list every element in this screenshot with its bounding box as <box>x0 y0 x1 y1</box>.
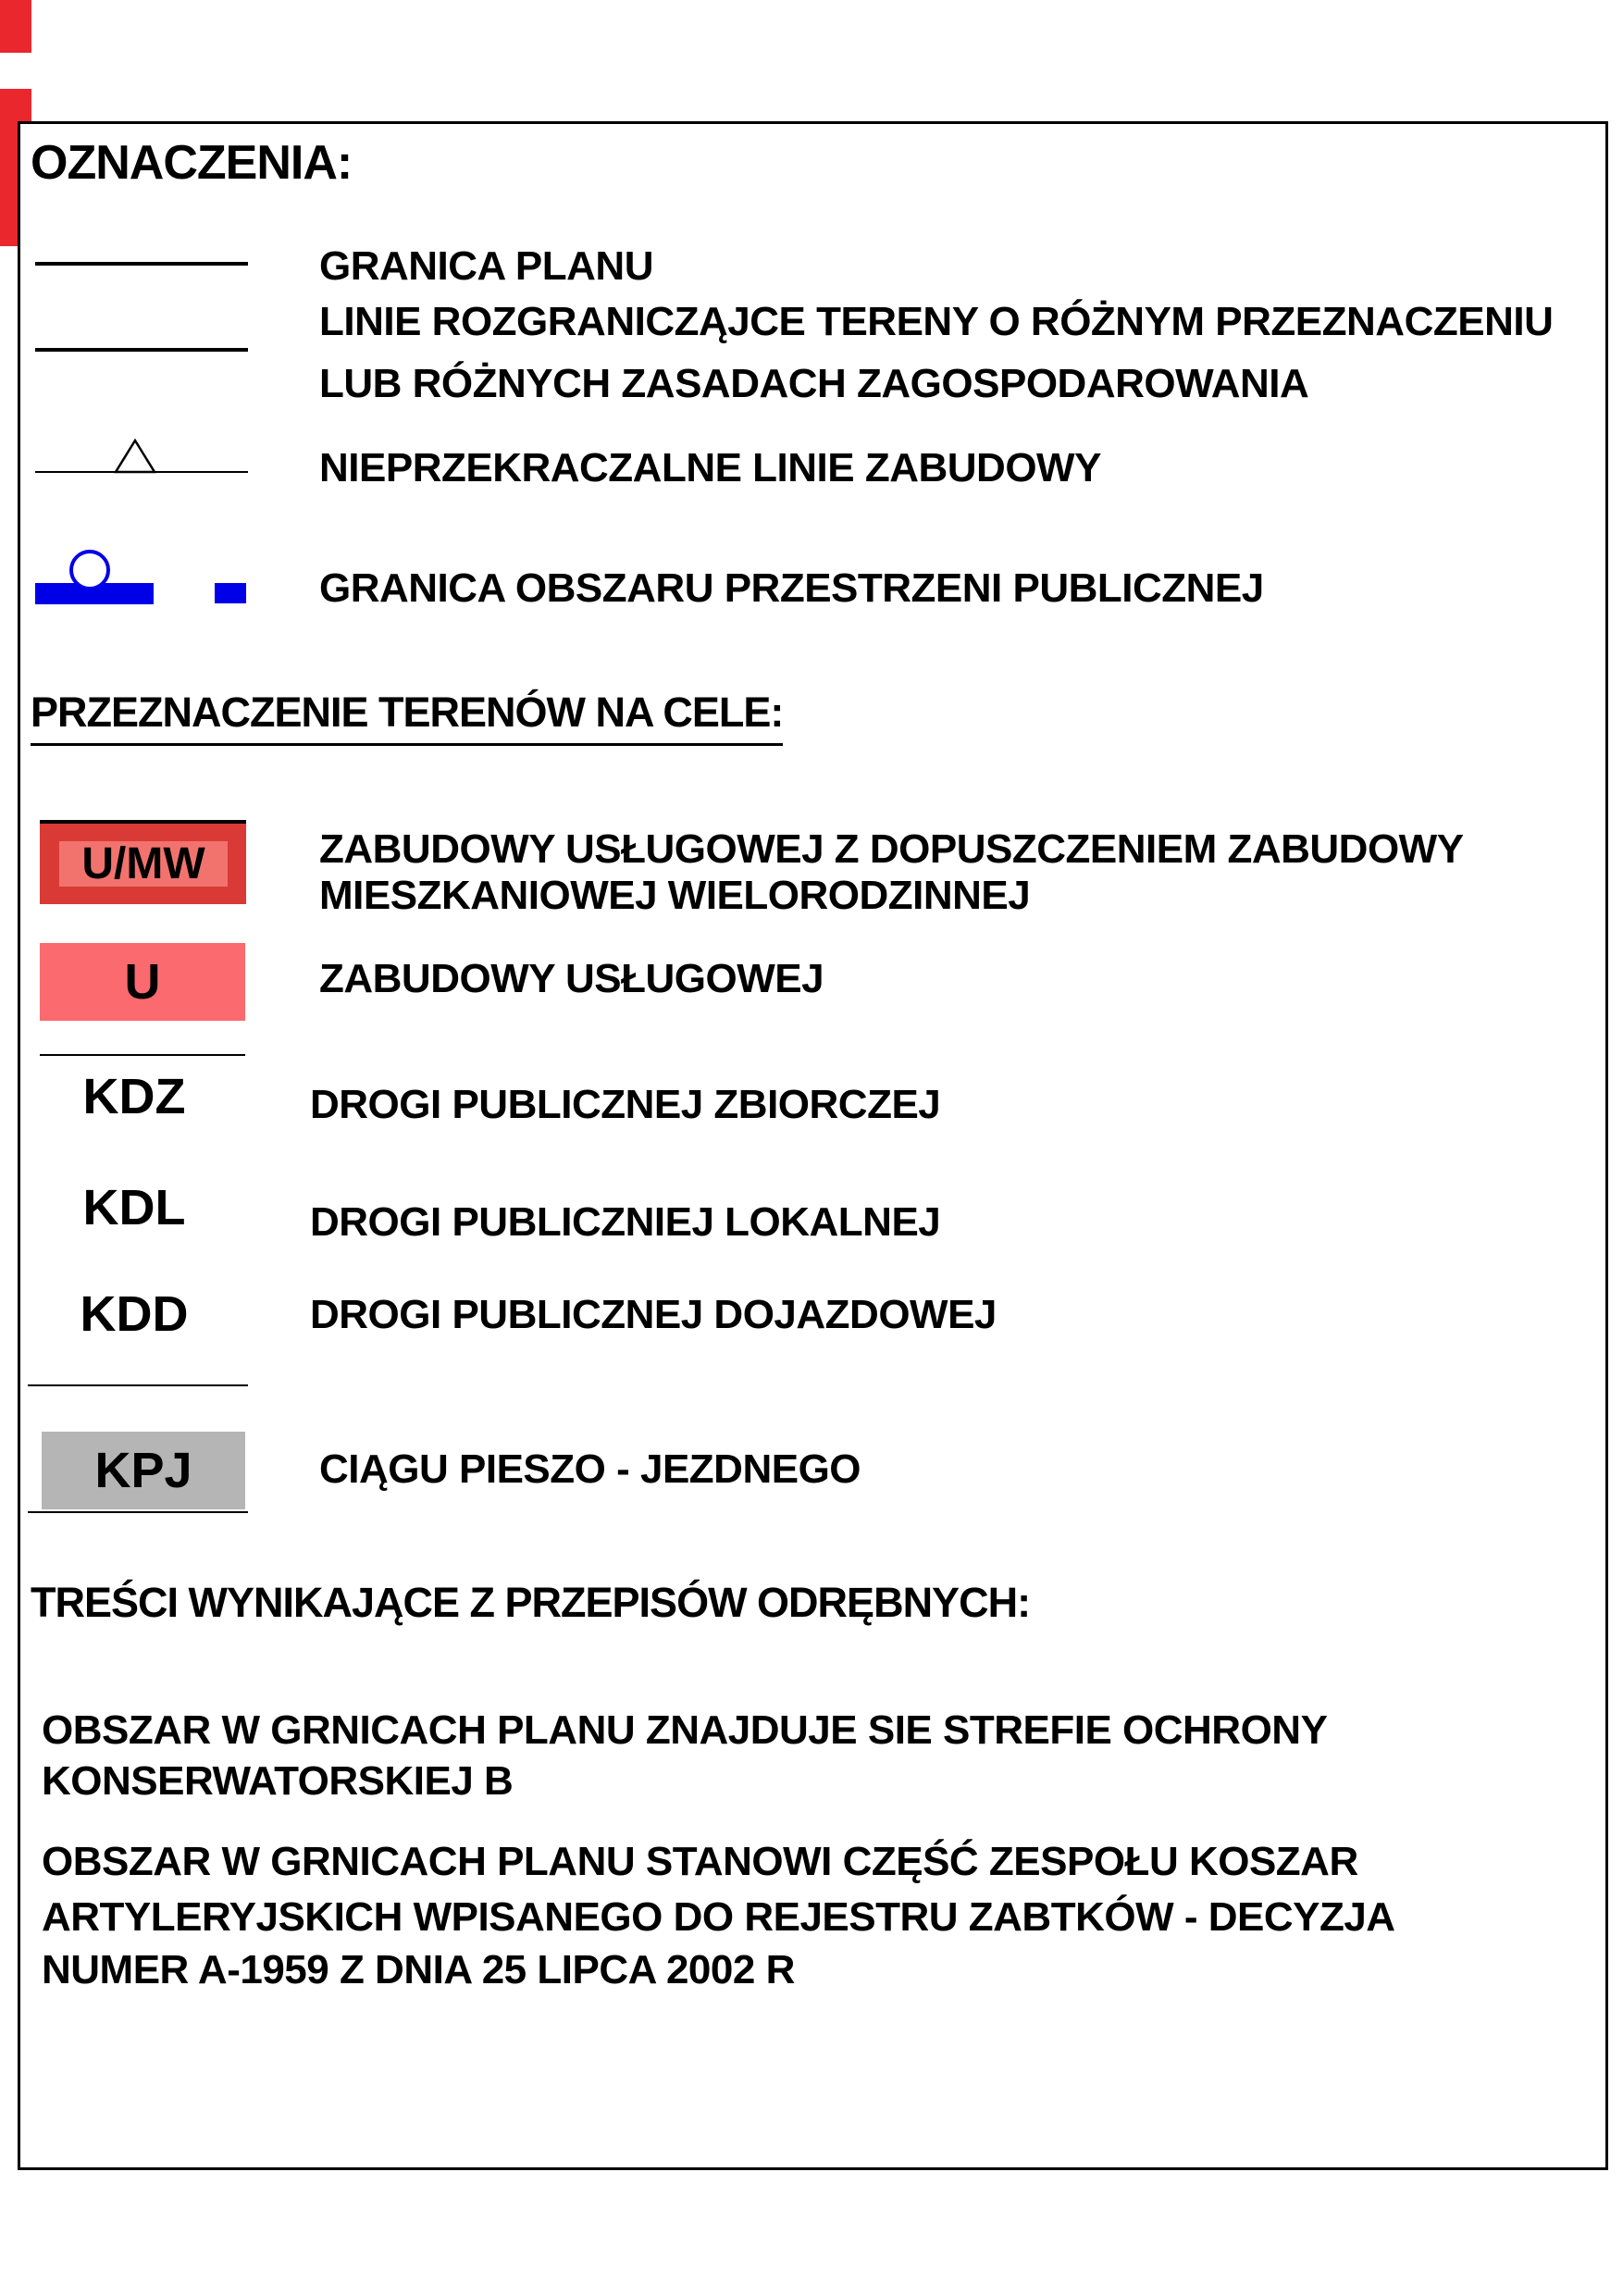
building-limit-label: NIEPRZEKRACZALNE LINIE ZABUDOWY <box>319 445 1101 490</box>
building-limit-triangle-icon <box>114 439 156 474</box>
regulation-paragraph1-line1: OBSZAR W GRNICACH PLANU ZNAJDUJE SIE STREFIE OCHRONY <box>42 1707 1328 1753</box>
plan-boundary-line-symbol <box>35 262 248 266</box>
public-space-label: GRANICA OBSZARU PRZESTRZENI PUBLICZNEJ <box>319 565 1264 611</box>
plan-boundary-label: GRANICA PLANU <box>319 243 653 289</box>
section-markings-title: OZNACZENIA: <box>31 136 353 190</box>
kdz-code: KDZ <box>82 1069 186 1124</box>
regulation-paragraph2-line1: OBSZAR W GRNICACH PLANU STANOWI CZĘŚĆ ZESPOŁU KOSZAR <box>42 1839 1358 1884</box>
kdl-code: KDL <box>82 1180 186 1235</box>
umw-swatch-code: U/MW <box>59 841 228 887</box>
u-label: ZABUDOWY USŁUGOWEJ <box>319 956 824 1001</box>
kdz-label: DROGI PUBLICZNEJ ZBIORCZEJ <box>310 1082 941 1127</box>
dividing-line-label-line1: LINIE ROZGRANICZĄJCE TERENY O RÓŻNYM PRZEZNACZENIU <box>319 299 1554 344</box>
kdz-top-line <box>40 1054 245 1056</box>
section-regulations-title: TREŚCI WYNIKAJĄCE Z PRZEPISÓW ODRĘBNYCH: <box>31 1579 1031 1626</box>
u-swatch: U <box>40 943 245 1021</box>
dividing-line-symbol <box>35 348 248 352</box>
kpj-swatch: KPJ <box>42 1432 245 1509</box>
kdl-label: DROGI PUBLICZNIEJ LOKALNEJ <box>310 1199 941 1245</box>
regulation-paragraph2-line2: ARTYLERYJSKICH WPISANEGO DO REJESTRU ZABTKÓW - DECYZJA <box>42 1894 1395 1940</box>
map-edge-red-mark-top <box>0 0 31 53</box>
umw-label-line1: ZABUDOWY USŁUGOWEJ Z DOPUSZCZENIEM ZABUDOWY <box>319 826 1464 872</box>
public-space-square-symbol <box>215 583 246 603</box>
regulation-paragraph2-line3: NUMER A-1959 Z DNIA 25 LIPCA 2002 R <box>42 1947 795 1992</box>
kdd-label: DROGI PUBLICZNEJ DOJAZDOWEJ <box>310 1292 997 1337</box>
kpj-label: CIĄGU PIESZO - JEZDNEGO <box>319 1446 861 1492</box>
kdd-code: KDD <box>80 1286 189 1342</box>
dividing-line-label-line2: LUB RÓŻNYCH ZASADACH ZAGOSPODAROWANIA <box>319 361 1309 406</box>
kdd-bottom-line <box>28 1384 248 1386</box>
umw-label-line2: MIESZKANIOWEJ WIELORODZINNEJ <box>319 873 1031 918</box>
public-space-circle-symbol <box>69 550 110 590</box>
kpj-bottom-line <box>28 1511 248 1513</box>
section-land-use-title: PRZEZNACZENIE TERENÓW NA CELE: <box>31 690 783 746</box>
regulation-paragraph1-line2: KONSERWATORSKIEJ B <box>42 1758 514 1804</box>
